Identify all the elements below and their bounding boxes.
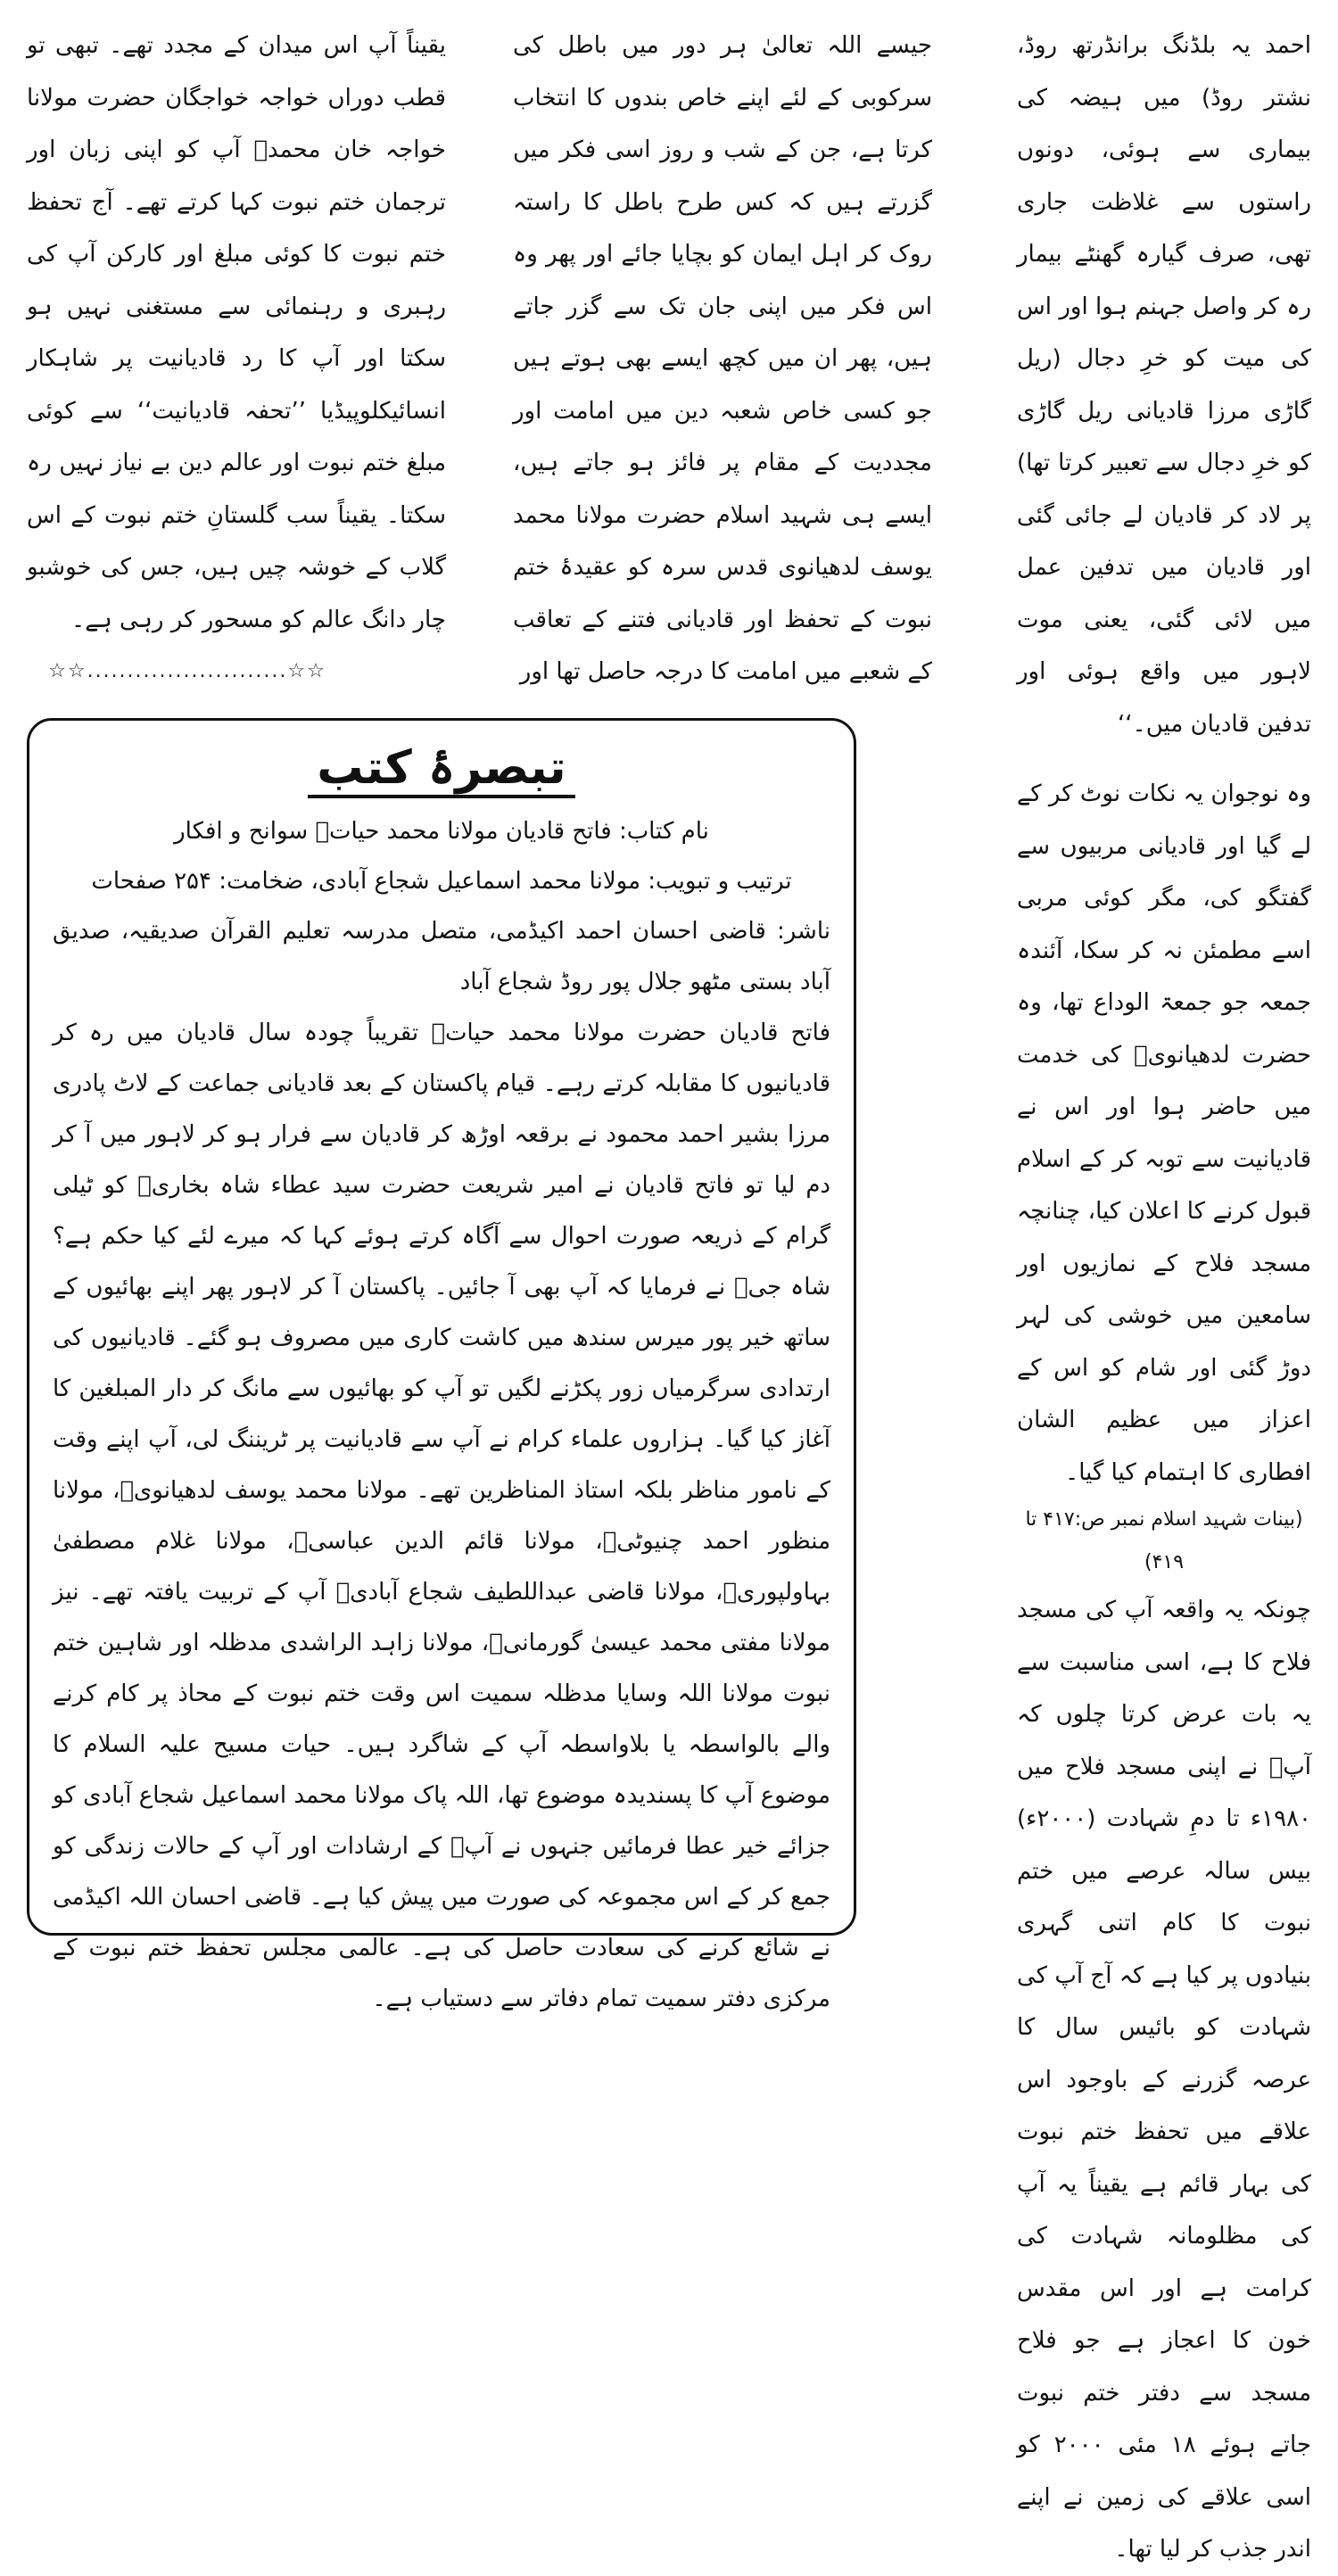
article-paragraph: یقیناً آپ اس میدان کے مجدد تھے۔ تبھی تو قطب دوراں خواجہ خواجگان حضرت مولانا خواجہ خان محمدؒ آپ کو اپنی زبان اور ترجمان ختم نبوت کہا کرتے تھے۔ آج تحفظ ختم نبوت کا کوئی مبلغ اور کارکن آپ کی رہبری و رہنمائی سے مستغنی نہیں ہو سکتا اور آپ کا رد قادیانیت پر شاہکار انسائیکلوپیڈیا ’’تحفہ قادیانیت‘‘ سے کوئی مبلغ ختم نبوت اور عالم دین بے نیاز نہیں رہ سکتا۔ یقیناً سب گلستانِ ختم نبوت کے اس گلاب کے خوشہ چیں ہیں، جس کی خوشبو چار دانگ عالم کو مسحور کر رہی ہے۔ xyxy=(27,32,446,633)
article-paragraph: جیسے اللہ تعالیٰ ہر دور میں باطل کی سرکوبی کے لئے اپنے خاص بندوں کا انتخاب کرتا ہے، جن کے شب و روز اسی فکر میں گزرتے ہیں کہ کس طرح باطل کا راستہ روک کر اہل ایمان کو بچایا جائے اور پھر وہ اس فکر میں اپنی جان تک سے گزر جاتے ہیں، پھر ان میں کچھ ایسے بھی ہوتے ہیں جو کسی خاص شعبہ دین میں امامت اور مجددیت کے مقام پر فائز ہو جاتے ہیں، ایسے ہی شہید اسلام حضرت مولانا محمد یوسف لدھیانوی قدس سرہ کو عقیدۂ ختم نبوت کے تحفظ اور قادیانی فتنے کے تعاقب کے شعبے میں امامت کا درجہ حاصل تھا اور xyxy=(513,32,932,685)
section-separator: ☆☆.........................☆☆ xyxy=(48,660,326,682)
book-name: نام کتاب: فاتح قادیان مولانا محمد حیاتؒ سوانح و افکار xyxy=(174,818,709,845)
article-paragraph: احمد یہ بلڈنگ برانڈرتھ روڈ، نشتر روڈ) میں ہیضہ کی بیماری سے ہوئی، دونوں راستوں سے غلاظت جاری تھی، صرف گیارہ گھنٹے بیمار رہ کر واصل جہنم ہوا اور اس کی میت کو خرِ دجال (ریل گاڑی مرزا قادیانی ریل گاڑی کو خرِ دجال سے تعبیر کرتا تھا) پر لاد کر قادیان لے جائی گئی اور قادیان میں تدفین عمل میں لائی گئی، یعنی موت لاہور میں واقع ہوئی اور تدفین قادیان میں۔‘‘ xyxy=(1017,32,1311,738)
article-column-right xyxy=(1017,20,1311,2576)
book-publisher: ناشر: قاضی احسان احمد اکیڈمی، متصل مدرسہ تعلیم القرآن صدیقیہ، صدیق آباد بستی مٹھو جلال پور روڈ شجاع آباد xyxy=(53,918,830,995)
article-column-left xyxy=(27,20,446,646)
book-review-box xyxy=(27,718,856,2012)
article-paragraph: چونکہ یہ واقعہ آپ کی مسجد فلاح کا ہے، اسی مناسبت سے یہ بات عرض کرتا چلوں کہ آپؒ نے اپنی مسجد فلاح میں ۱۹۸۰ء تا دمِ شہادت (۲۰۰۰ء) بیس سالہ عرصے میں ختم نبوت کا کام اتنی گہری بنیادوں پر کیا ہے کہ آج آپ کی شہادت کو بائیس سال کا عرصہ گزرنے کے باوجود اس علاقے میں تحفظ ختم نبوت کی بہار قائم ہے یقیناً یہ آپ کی مظلومانہ شہادت کی کرامت ہے اور اس مقدس خون کا اعجاز ہے جو فلاح مسجد سے دفتر ختم نبوت جاتے ہوئے ۱۸ مئی ۲۰۰۰ کو اسی علاقے کی زمین نے اپنے اندر جذب کر لیا تھا۔ xyxy=(1017,1597,1312,2563)
review-heading-text: تبصرۂ کتب xyxy=(308,741,574,798)
citation-reference: (بینات شہید اسلام نمبر ص:۴۱۷ تا ۴۱۹) xyxy=(1025,1508,1303,1573)
article-paragraph: وہ نوجوان یہ نکات نوٹ کر کے لے گیا اور قادیانی مربیوں سے گفتگو کی، مگر کوئی مربی اسے مطمئن نہ کر سکا، آئندہ جمعہ جو جمعۃ الوداع تھا، وہ حضرت لدھیانویؒ کی خدمت میں حاضر ہوا اور اس نے قادیانیت سے توبہ کر کے اسلام قبول کرنے کا اعلان کیا، چنانچہ مسجد فلاح کے نمازیوں اور سامعین میں خوشی کی لہر دوڑ گئی اور شام کو اس کے اعزاز میں عظیم الشان افطاری کا اہتمام کیا گیا۔ xyxy=(1017,780,1311,1486)
book-compiler: ترتیب و تبویب: مولانا محمد اسماعیل شجاع آبادی، ضخامت: ۲۵۴ صفحات xyxy=(91,868,792,895)
review-heading xyxy=(53,737,830,799)
article-column-middle xyxy=(513,20,932,698)
review-body: فاتح قادیان حضرت مولانا محمد حیاتؒ تقریباً چودہ سال قادیان میں رہ کر قادیانیوں کا مقابلہ کرتے رہے۔ قیام پاکستان کے بعد قادیانی جماعت کے لاٹ پادری مرزا بشیر احمد محمود نے برقعہ اوڑھ کر قادیان سے فرار ہو کر لاہور میں آ کر دم لیا تو فاتح قادیان نے امیر شریعت حضرت سید عطاء شاہ بخاریؒ کو ٹیلی گرام کے ذریعہ صورت احوال سے آگاہ کرتے ہوئے کہا کہ میرے لئے کیا حکم ہے؟ شاہ جیؒ نے فرمایا کہ آپ بھی آ جائیں۔ پاکستان آ کر لاہور پھر اپنے بھائیوں کے ساتھ خیر پور میرس سندھ میں کاشت کاری میں مصروف ہو گئے۔ قادیانیوں کی ارتدادی سرگرمیاں زور پکڑنے لگیں تو آپ کو بھائیوں سے مانگ کر دار المبلغین کا آغاز کیا گیا۔ ہزاروں علماء کرام نے آپ سے قادیانیت پر ٹریننگ لی، آپ اپنے وقت کے نامور مناظر بلکہ استاذ المناظرین تھے۔ مولانا محمد یوسف لدھیانویؒ، مولانا منظور احمد چنیوٹیؒ، مولانا قائم الدین عباسیؒ، مولانا غلام مصطفیٰ بہاولپوریؒ، مولانا قاضی عبداللطیف شجاع آبادیؒ آپ کے تربیت یافتہ تھے۔ نیز مولانا مفتی محمد عیسیٰ گورمانیؒ، مولانا زاہد الراشدی مدظلہ اور شاہین ختم نبوت مولانا اللہ وسایا مدظلہ سمیت اس وقت ختم نبوت کے محاذ پر کام کرنے والے بالواسطہ یا بلاواسطہ آپ کے شاگرد ہیں۔ حیات مسیح علیہ السلام کا موضوع آپ کا پسندیدہ موضوع تھا، اللہ پاک مولانا محمد اسماعیل شجاع آبادی کو جزائے خیر عطا فرمائیں جنہوں نے آپؒ کے ارشادات اور آپ کے حالات زندگی کو جمع کر کے اس مجموعہ کی صورت میں پیش کیا ہے۔ قاضی احسان اللہ اکیڈمی نے شائع کرنے کی سعادت حاصل کی ہے۔ عالمی مجلس تحفظ ختم نبوت کے مرکزی دفتر سمیت تمام دفاتر سے دستیاب ہے۔ xyxy=(53,1020,830,2012)
